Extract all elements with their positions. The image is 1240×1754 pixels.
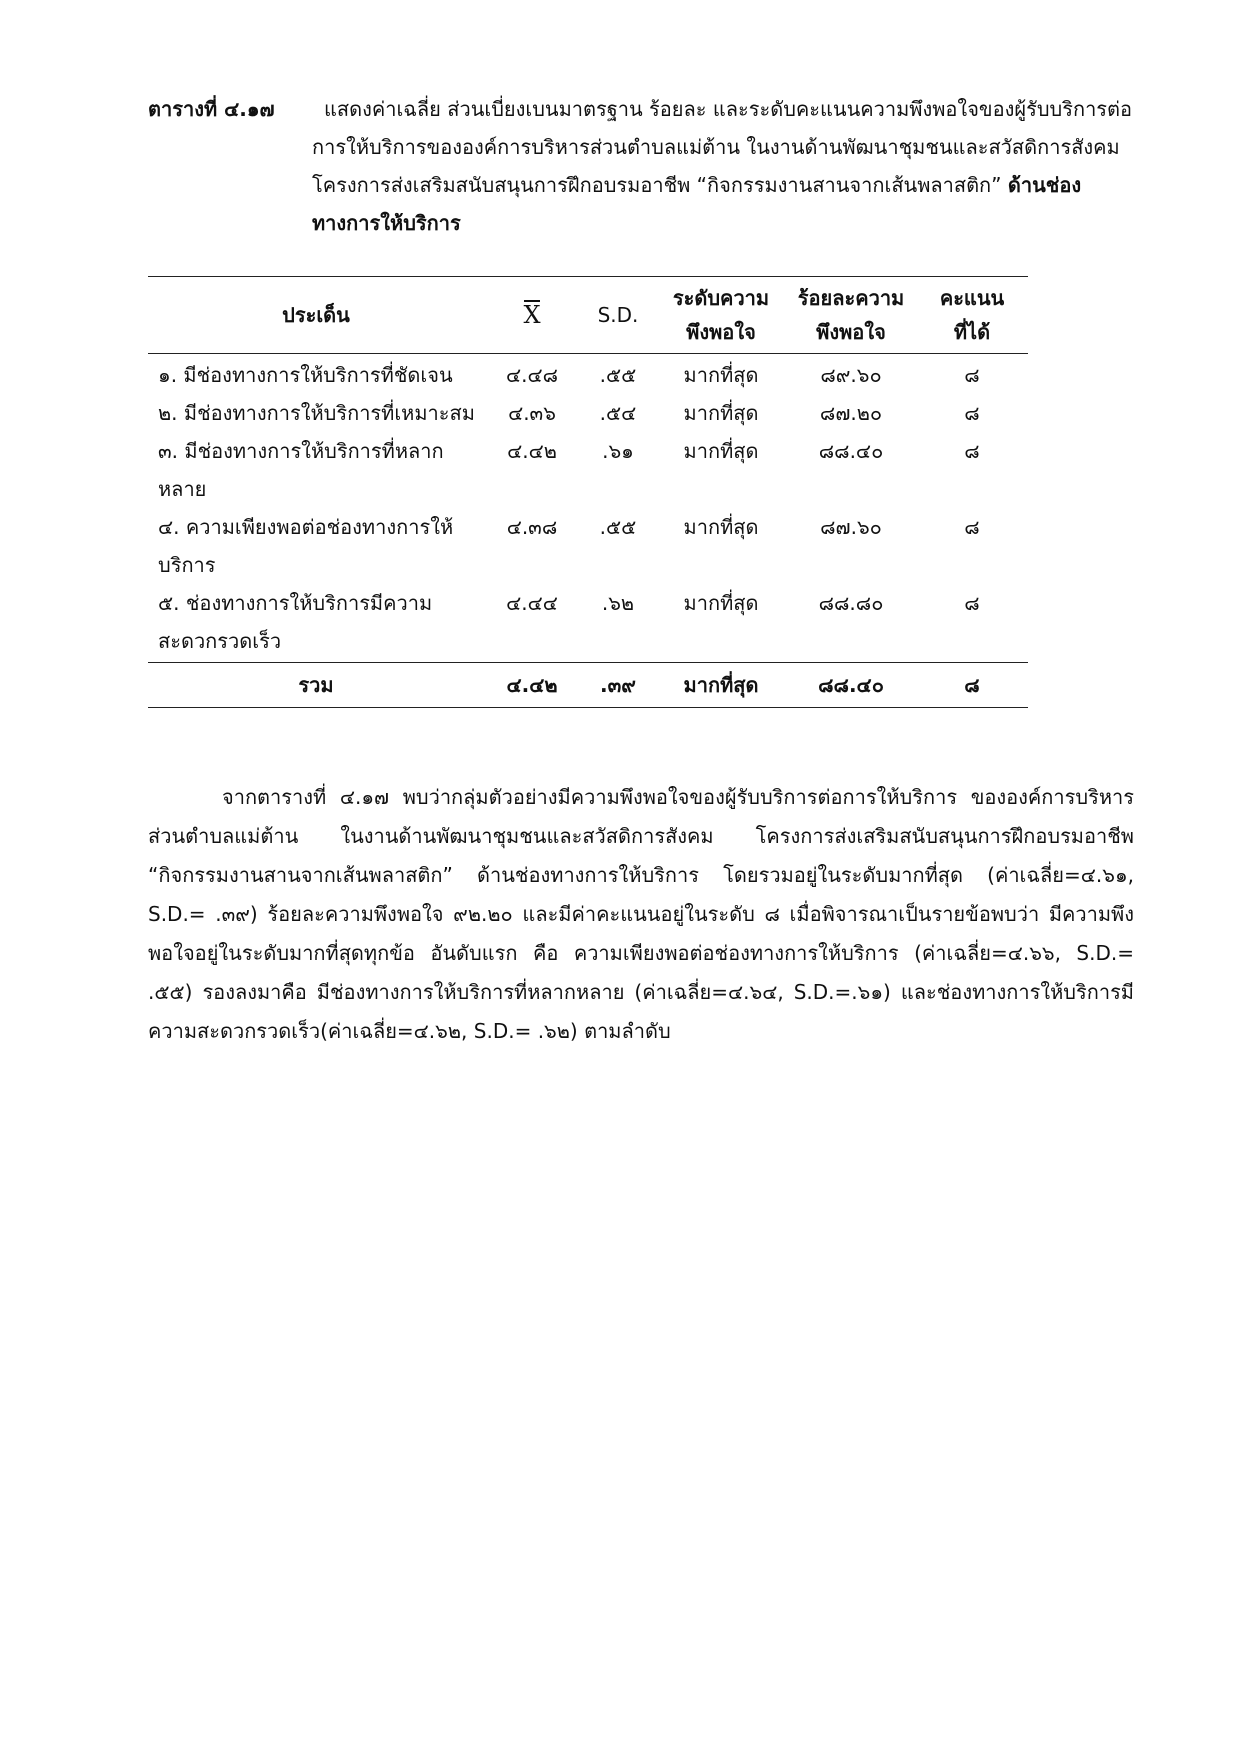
row-percent: ๘๗.๖๐ — [820, 515, 882, 539]
total-sd: .๓๙ — [600, 673, 636, 697]
row-mean: ๔.๔๒ — [507, 439, 557, 463]
row-sd: .๖๒ — [601, 591, 635, 615]
row-mean: ๔.๔๔ — [506, 591, 558, 615]
row-score: ๘ — [964, 591, 980, 615]
row-sd: .๕๕ — [599, 515, 637, 539]
caption-bold-tail: ด้านช่องทางการให้บริการ — [312, 173, 1082, 235]
caption-text: แสดงค่าเฉลี่ย ส่วนเบี่ยงเบนมาตรฐาน ร้อยละ และระดับคะแนนความพึงพอใจของผู้รับบริการต่อการให้บริการขององค์การบริหารส่วนตำบลแม่ต้าน ในงานด้านพัฒนาชุมชนและสวัสดิการสังคม โครงการส่งเสริมสนับสนุนการฝึกอบรมอาชีพ “กิจกรรมงานสานจากเส้นพลาสติก” — [312, 97, 1133, 197]
row-level: มากที่สุด — [683, 439, 759, 463]
table-row — [148, 508, 1028, 584]
table-row — [148, 432, 1028, 508]
summary-paragraph — [148, 778, 1134, 1051]
header-mean — [484, 277, 580, 354]
row-percent: ๘๗.๒๐ — [819, 401, 883, 425]
total-score: ๘ — [964, 673, 980, 697]
total-percent: ๘๘.๔๐ — [818, 673, 884, 697]
row-issue: ๓. มีช่องทางการให้บริการที่หลากหลาย — [158, 439, 444, 501]
caption-label: ตารางที่ ๔.๑๗ — [148, 97, 275, 121]
total-level: มากที่สุด — [683, 673, 759, 697]
table-caption — [148, 90, 1138, 242]
row-score: ๘ — [964, 439, 980, 463]
paragraph-text: จากตารางที่ ๔.๑๗ พบว่ากลุ่มตัวอย่างมีความพึงพอใจของผู้รับบริการต่อการให้บริการ ขององค์การบริหารส่วนตำบลแม่ต้าน ในงานด้านพัฒนาชุมชนและสวัสดิการสังคม โครงการส่งเสริมสนับสนุนการฝึกอบรมอาชีพ “กิจกรรมงานสานจากเส้นพลาสติก” ด้านช่องทางการให้บริการ โดยรวมอยู่ในระดับมากที่สุด (ค่าเฉลี่ย=๔.๖๑, S.D.= .๓๙) ร้อยละความพึงพอใจ ๙๒.๒๐ และมีค่าคะแนนอยู่ในระดับ ๘ เมื่อพิจารณาเป็นรายข้อพบว่า มีความพึงพอใจอยู่ในระดับมากที่สุดทุกข้อ อันดับแรก คือ ความเพียงพอต่อช่องทางการให้บริการ (ค่าเฉลี่ย=๔.๖๖, S.D.= .๕๕) รองลงมาคือ มีช่องทางการให้บริการที่หลากหลาย (ค่าเฉลี่ย=๔.๖๔, S.D.=.๖๑) และช่องทางการให้บริการมีความสะดวกรวดเร็ว(ค่าเฉลี่ย=๔.๖๒, S.D.= .๖๒) ตามลำดับ — [148, 785, 1134, 1043]
row-level: มากที่สุด — [683, 515, 759, 539]
row-sd: .๕๔ — [599, 401, 637, 425]
header-level: ระดับความ พึงพอใจ — [672, 286, 770, 344]
row-score: ๘ — [964, 515, 980, 539]
row-percent: ๘๙.๖๐ — [820, 363, 882, 387]
satisfaction-table — [148, 276, 1028, 708]
row-percent: ๘๘.๘๐ — [818, 591, 884, 615]
table-footer — [148, 663, 1028, 708]
row-issue: ๕. ช่องทางการให้บริการมีความสะดวกรวดเร็ว — [158, 591, 433, 653]
header-percent: ร้อยละความ พึงพอใจ — [797, 286, 905, 344]
table-header — [148, 277, 1028, 354]
row-issue: ๑. มีช่องทางการให้บริการที่ชัดเจน — [158, 363, 453, 387]
row-mean: ๔.๔๘ — [505, 363, 559, 387]
total-label: รวม — [298, 673, 334, 697]
row-level: มากที่สุด — [683, 401, 759, 425]
header-score: คะแนน ที่ได้ — [939, 286, 1005, 344]
table-row — [148, 354, 1028, 395]
row-level: มากที่สุด — [683, 591, 759, 615]
row-issue: ๒. มีช่องทางการให้บริการที่เหมาะสม — [158, 401, 475, 425]
caption-text-block — [312, 90, 1138, 242]
total-row — [148, 663, 1028, 708]
row-level: มากที่สุด — [683, 363, 759, 387]
row-score: ๘ — [964, 401, 980, 425]
row-score: ๘ — [964, 363, 980, 387]
row-mean: ๔.๓๖ — [508, 401, 556, 425]
table-row — [148, 394, 1028, 432]
row-sd: .๖๑ — [602, 439, 634, 463]
table-body — [148, 354, 1028, 663]
row-percent: ๘๘.๔๐ — [818, 439, 884, 463]
mean-symbol: X — [523, 298, 540, 332]
total-mean: ๔.๔๒ — [506, 673, 558, 697]
row-sd: .๕๕ — [599, 363, 637, 387]
row-mean: ๔.๓๘ — [506, 515, 558, 539]
table-row — [148, 584, 1028, 663]
row-issue: ๔. ความเพียงพอต่อช่องทางการให้บริการ — [158, 515, 454, 577]
header-sd: S.D. — [597, 303, 639, 327]
header-issue: ประเด็น — [282, 303, 350, 327]
